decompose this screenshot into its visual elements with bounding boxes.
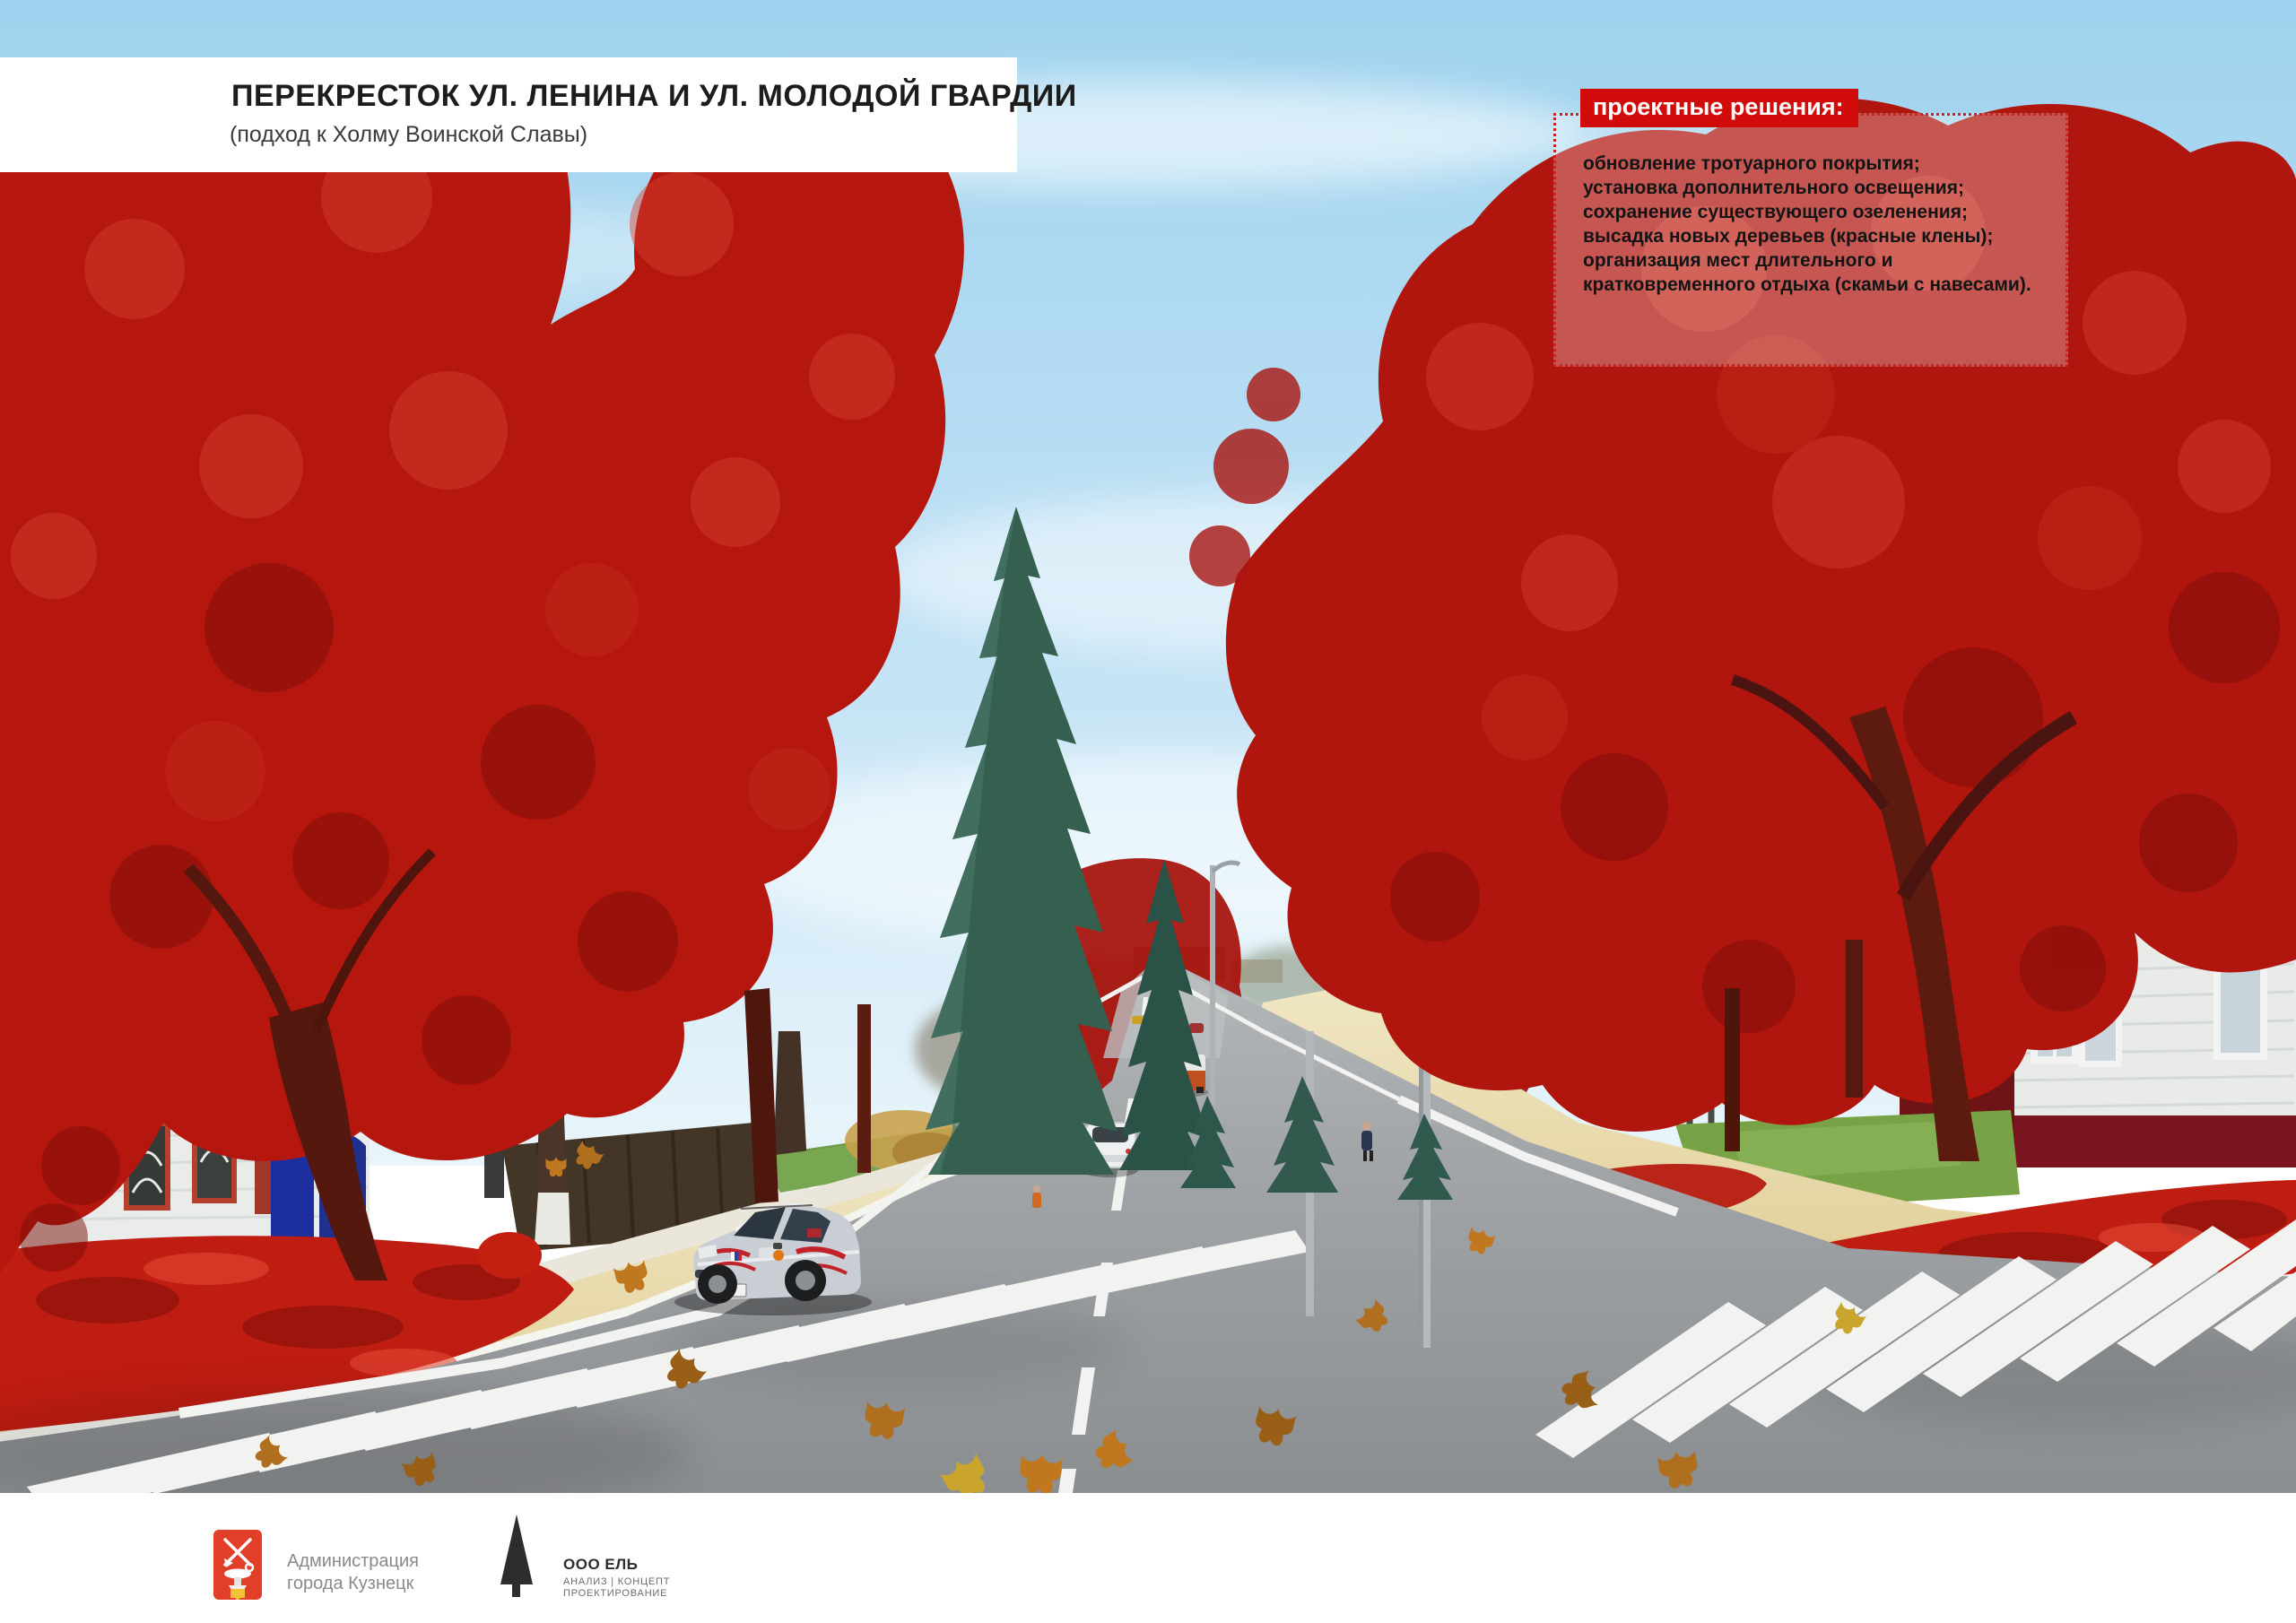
- turn-signal: [773, 1250, 784, 1261]
- solution-line: кратковременного отдыха (скамьи с навесами).: [1583, 274, 2031, 295]
- solution-line: сохранение существующего озеленения;: [1583, 202, 1968, 222]
- kuznetsk-coat-of-arms-icon: [213, 1530, 262, 1600]
- company-tagline: АНАЛИЗ | КОНЦЕПТ ПРОЕКТИРОВАНИЕ: [563, 1576, 671, 1599]
- spruce-logo-icon: [499, 1515, 535, 1599]
- administration-line1: Администрация: [287, 1551, 420, 1571]
- title-box: [0, 57, 1077, 172]
- solution-line: высадка новых деревьев (красные клены);: [1583, 226, 1994, 247]
- page-subtitle: (подход к Холму Воинской Славы): [230, 122, 588, 147]
- solution-line: обновление тротуарного покрытия;: [1583, 153, 1920, 174]
- solution-line: установка дополнительного освещения;: [1583, 178, 1964, 198]
- administration-line2: города Кузнецк: [287, 1574, 414, 1593]
- project-solutions-box: [1553, 113, 2068, 367]
- project-solutions-list: [1583, 152, 2031, 297]
- administration-label: [287, 1550, 419, 1595]
- project-solutions-label: проектные решения:: [1580, 89, 1858, 127]
- company-name: ООО ЕЛЬ: [563, 1556, 639, 1573]
- footer: [0, 1493, 2296, 1623]
- page-title: ПЕРЕКРЕСТОК УЛ. ЛЕНИНА И УЛ. МОЛОДОЙ ГВАРДИИ: [231, 79, 1077, 113]
- solution-line: организация мест длительного и: [1583, 250, 1893, 271]
- company-block: [563, 1556, 670, 1600]
